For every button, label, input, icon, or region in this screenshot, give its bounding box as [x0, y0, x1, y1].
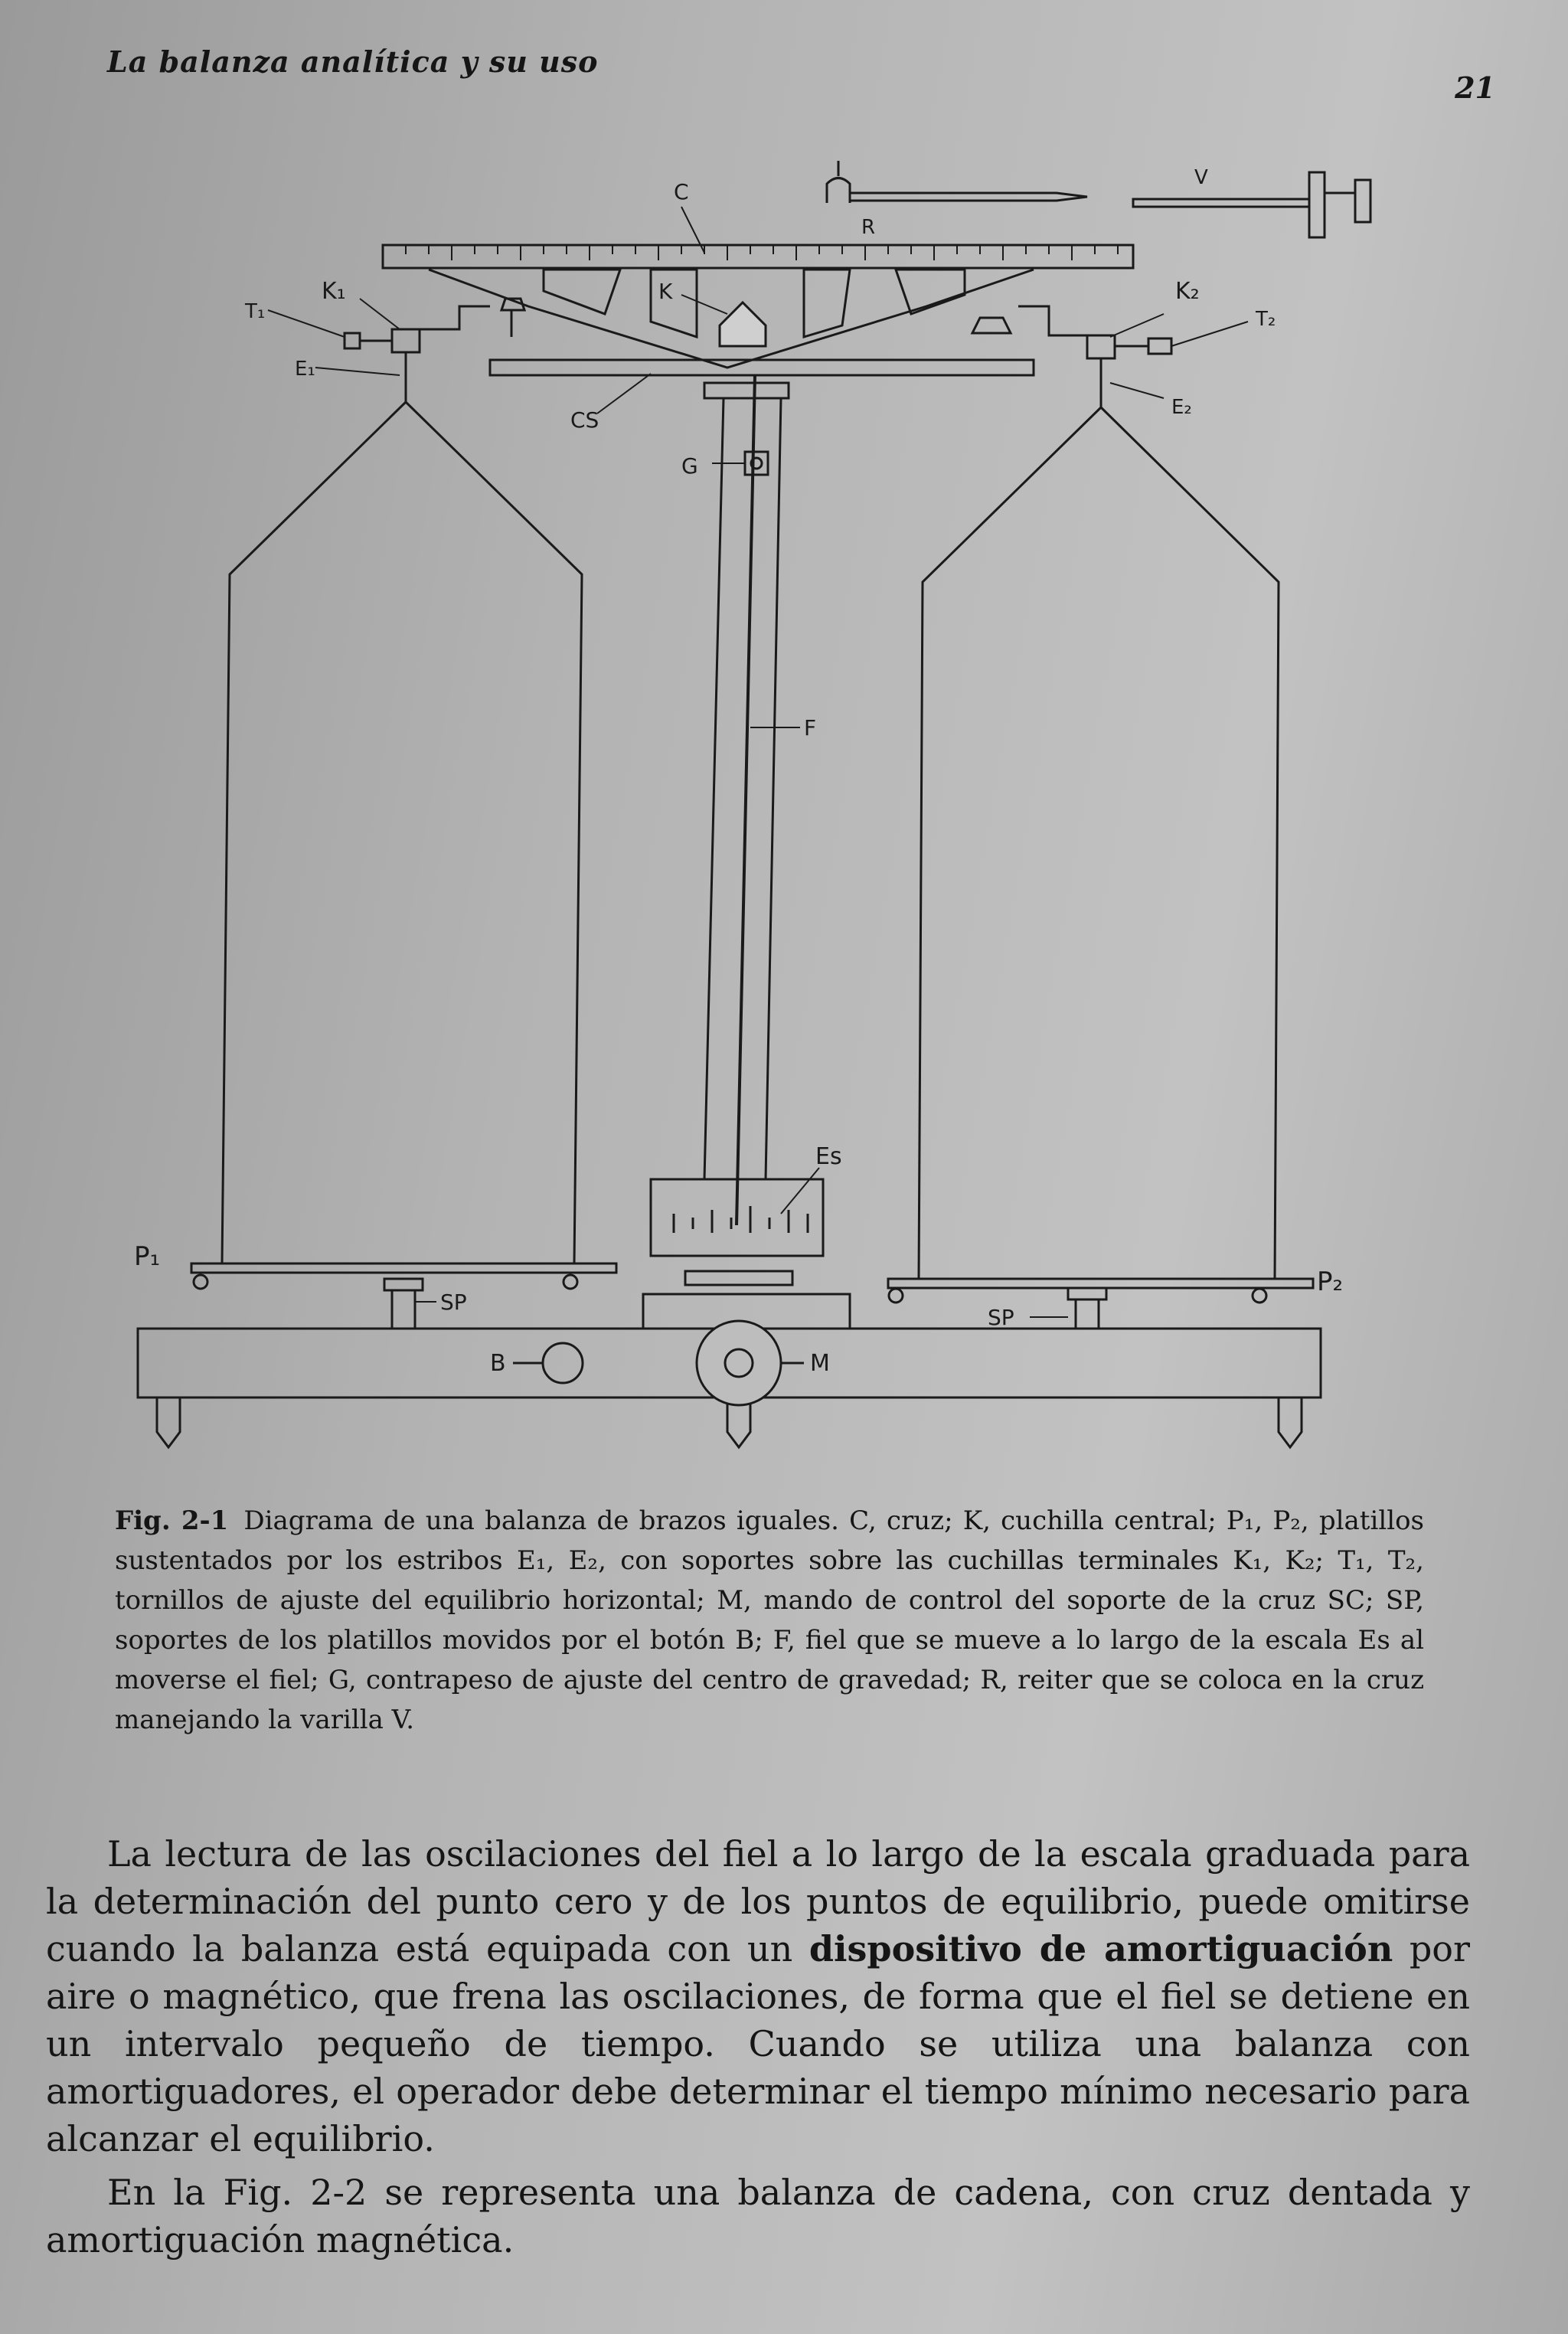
- paragraph-1-end: por aire o magnético, que frena las oscilaciones, de forma que el fiel se detiene en un intervalo pequeño de tiempo. Cuando se utiliza una balanza con amortiguadores, el operador debe determinar el tiempo mínimo necesario para alcanzar el equilibrio.: [46, 1928, 1470, 2159]
- pan-p1-foot-left: [194, 1275, 207, 1289]
- balance-diagram: [115, 145, 1344, 1463]
- label-es: Es: [815, 1143, 842, 1170]
- left-stirrup-e1: [222, 402, 582, 1263]
- pan-p1-foot-right: [564, 1275, 577, 1289]
- beam-scale-ticks: [406, 245, 1118, 260]
- label-v: V: [1194, 166, 1208, 189]
- label-e2: E₂: [1171, 396, 1192, 419]
- pan-support-sp-right: [1068, 1288, 1106, 1329]
- label-m: M: [810, 1350, 830, 1377]
- label-b: B: [490, 1350, 506, 1377]
- label-g: G: [681, 453, 698, 479]
- label-k: K: [658, 279, 673, 304]
- foot-left: [157, 1397, 180, 1447]
- leader-e2: [1110, 383, 1164, 398]
- scale-es-ticks: [674, 1206, 808, 1233]
- leader-k: [681, 295, 727, 314]
- paragraph-2: En la Fig. 2-2 se representa una balanza de cadena, con cruz dentada y amortiguación magnética.: [46, 2172, 1470, 2260]
- label-sp-left: SP: [440, 1290, 467, 1315]
- label-p2: P₂: [1317, 1267, 1344, 1297]
- body-text: [46, 1830, 1470, 2264]
- label-t1: T₁: [245, 300, 266, 323]
- label-k1: K₁: [322, 278, 346, 305]
- label-sp-right: SP: [988, 1305, 1014, 1330]
- page-number: 21: [1455, 70, 1495, 105]
- left-beam-arm: [420, 306, 490, 329]
- label-r: R: [861, 216, 876, 239]
- leader-e1: [315, 368, 400, 375]
- leader-t1: [268, 310, 345, 337]
- central-knife: [720, 302, 766, 346]
- beam-window-4: [896, 270, 965, 314]
- beam-window-3: [804, 270, 850, 337]
- left-adjust-screw: [345, 333, 392, 348]
- leader-t2: [1171, 322, 1248, 346]
- right-beam-arm: [1018, 306, 1087, 335]
- label-c: C: [674, 179, 689, 204]
- balance-diagram-svg: [115, 145, 1344, 1463]
- beam-window-1: [544, 270, 620, 314]
- foot-right: [1279, 1397, 1302, 1447]
- rider-rod-handle: [1309, 172, 1370, 237]
- running-title: La balanza analítica y su uso: [107, 44, 599, 79]
- figure-caption: [115, 1501, 1424, 1740]
- right-arm-nut: [972, 318, 1011, 333]
- leader-cs: [597, 374, 651, 414]
- label-f: F: [804, 715, 817, 740]
- leader-k1: [360, 299, 400, 329]
- caption-text: Diagrama de una balanza de brazos iguales. C, cruz; K, cuchilla central; P₁, P₂, platillos sustentados por los estribos E₁, E₂, con soportes sobre las cuchillas terminales K₁, K₂; T₁, T₂, tornillos de ajuste del equilibrio horizontal; M, mando de control del soporte de la cruz SC; SP, soportes de los platillos movidos por el botón B; F, fiel que se mueve a lo largo de la escala Es al moverse el fiel; G, contrapeso de ajuste del centro de gravedad; R, reiter que se coloca en la cruz manejando la varilla V.: [115, 1505, 1424, 1735]
- beam-cruz: [383, 245, 1133, 268]
- rider-r: [827, 161, 850, 203]
- rider-rod-v: [1133, 199, 1309, 207]
- label-p1: P₁: [134, 1241, 161, 1272]
- paragraph-1-bold-term: dispositivo de amortiguación: [808, 1928, 1393, 1970]
- label-cs: CS: [570, 407, 599, 433]
- pan-p1: [191, 1263, 616, 1273]
- control-knob-m: [697, 1321, 781, 1405]
- caption-figure-number: Fig. 2-1: [115, 1505, 229, 1536]
- rider-arm: [850, 193, 1087, 201]
- button-b: [543, 1343, 583, 1383]
- label-e1: E₁: [295, 358, 315, 381]
- pan-p2: [888, 1279, 1313, 1288]
- label-k2: K₂: [1175, 278, 1200, 305]
- paragraph-1: [46, 1830, 1470, 2162]
- pan-p2-foot-right: [1253, 1289, 1266, 1303]
- pan-p2-foot-left: [889, 1289, 903, 1303]
- pointer-fiel: [737, 375, 755, 1225]
- paragraph-1-start: La lectura de las oscilaciones del fiel a lo largo de la escala graduada para la determinación del punto cero y de los puntos de equilibrio, puede omitirse cuando la balanza está equipada con un: [46, 1833, 1470, 1970]
- leader-es: [781, 1168, 819, 1214]
- plinth-top: [685, 1271, 792, 1285]
- column-cap: [704, 383, 789, 398]
- column-left-edge: [704, 398, 724, 1179]
- right-adjust-screw: [1115, 338, 1171, 354]
- right-stirrup-e2: [919, 407, 1279, 1279]
- beam-window-2: [651, 270, 697, 337]
- right-end-knife-block: [1087, 335, 1115, 358]
- counterweight-g: [745, 452, 768, 475]
- label-t2: T₂: [1256, 308, 1276, 331]
- beam-support-cs: [490, 360, 1034, 375]
- pan-support-sp-left: [384, 1279, 423, 1329]
- left-end-knife-block: [392, 329, 420, 352]
- leader-k2: [1110, 314, 1164, 337]
- column-right-edge: [766, 398, 781, 1179]
